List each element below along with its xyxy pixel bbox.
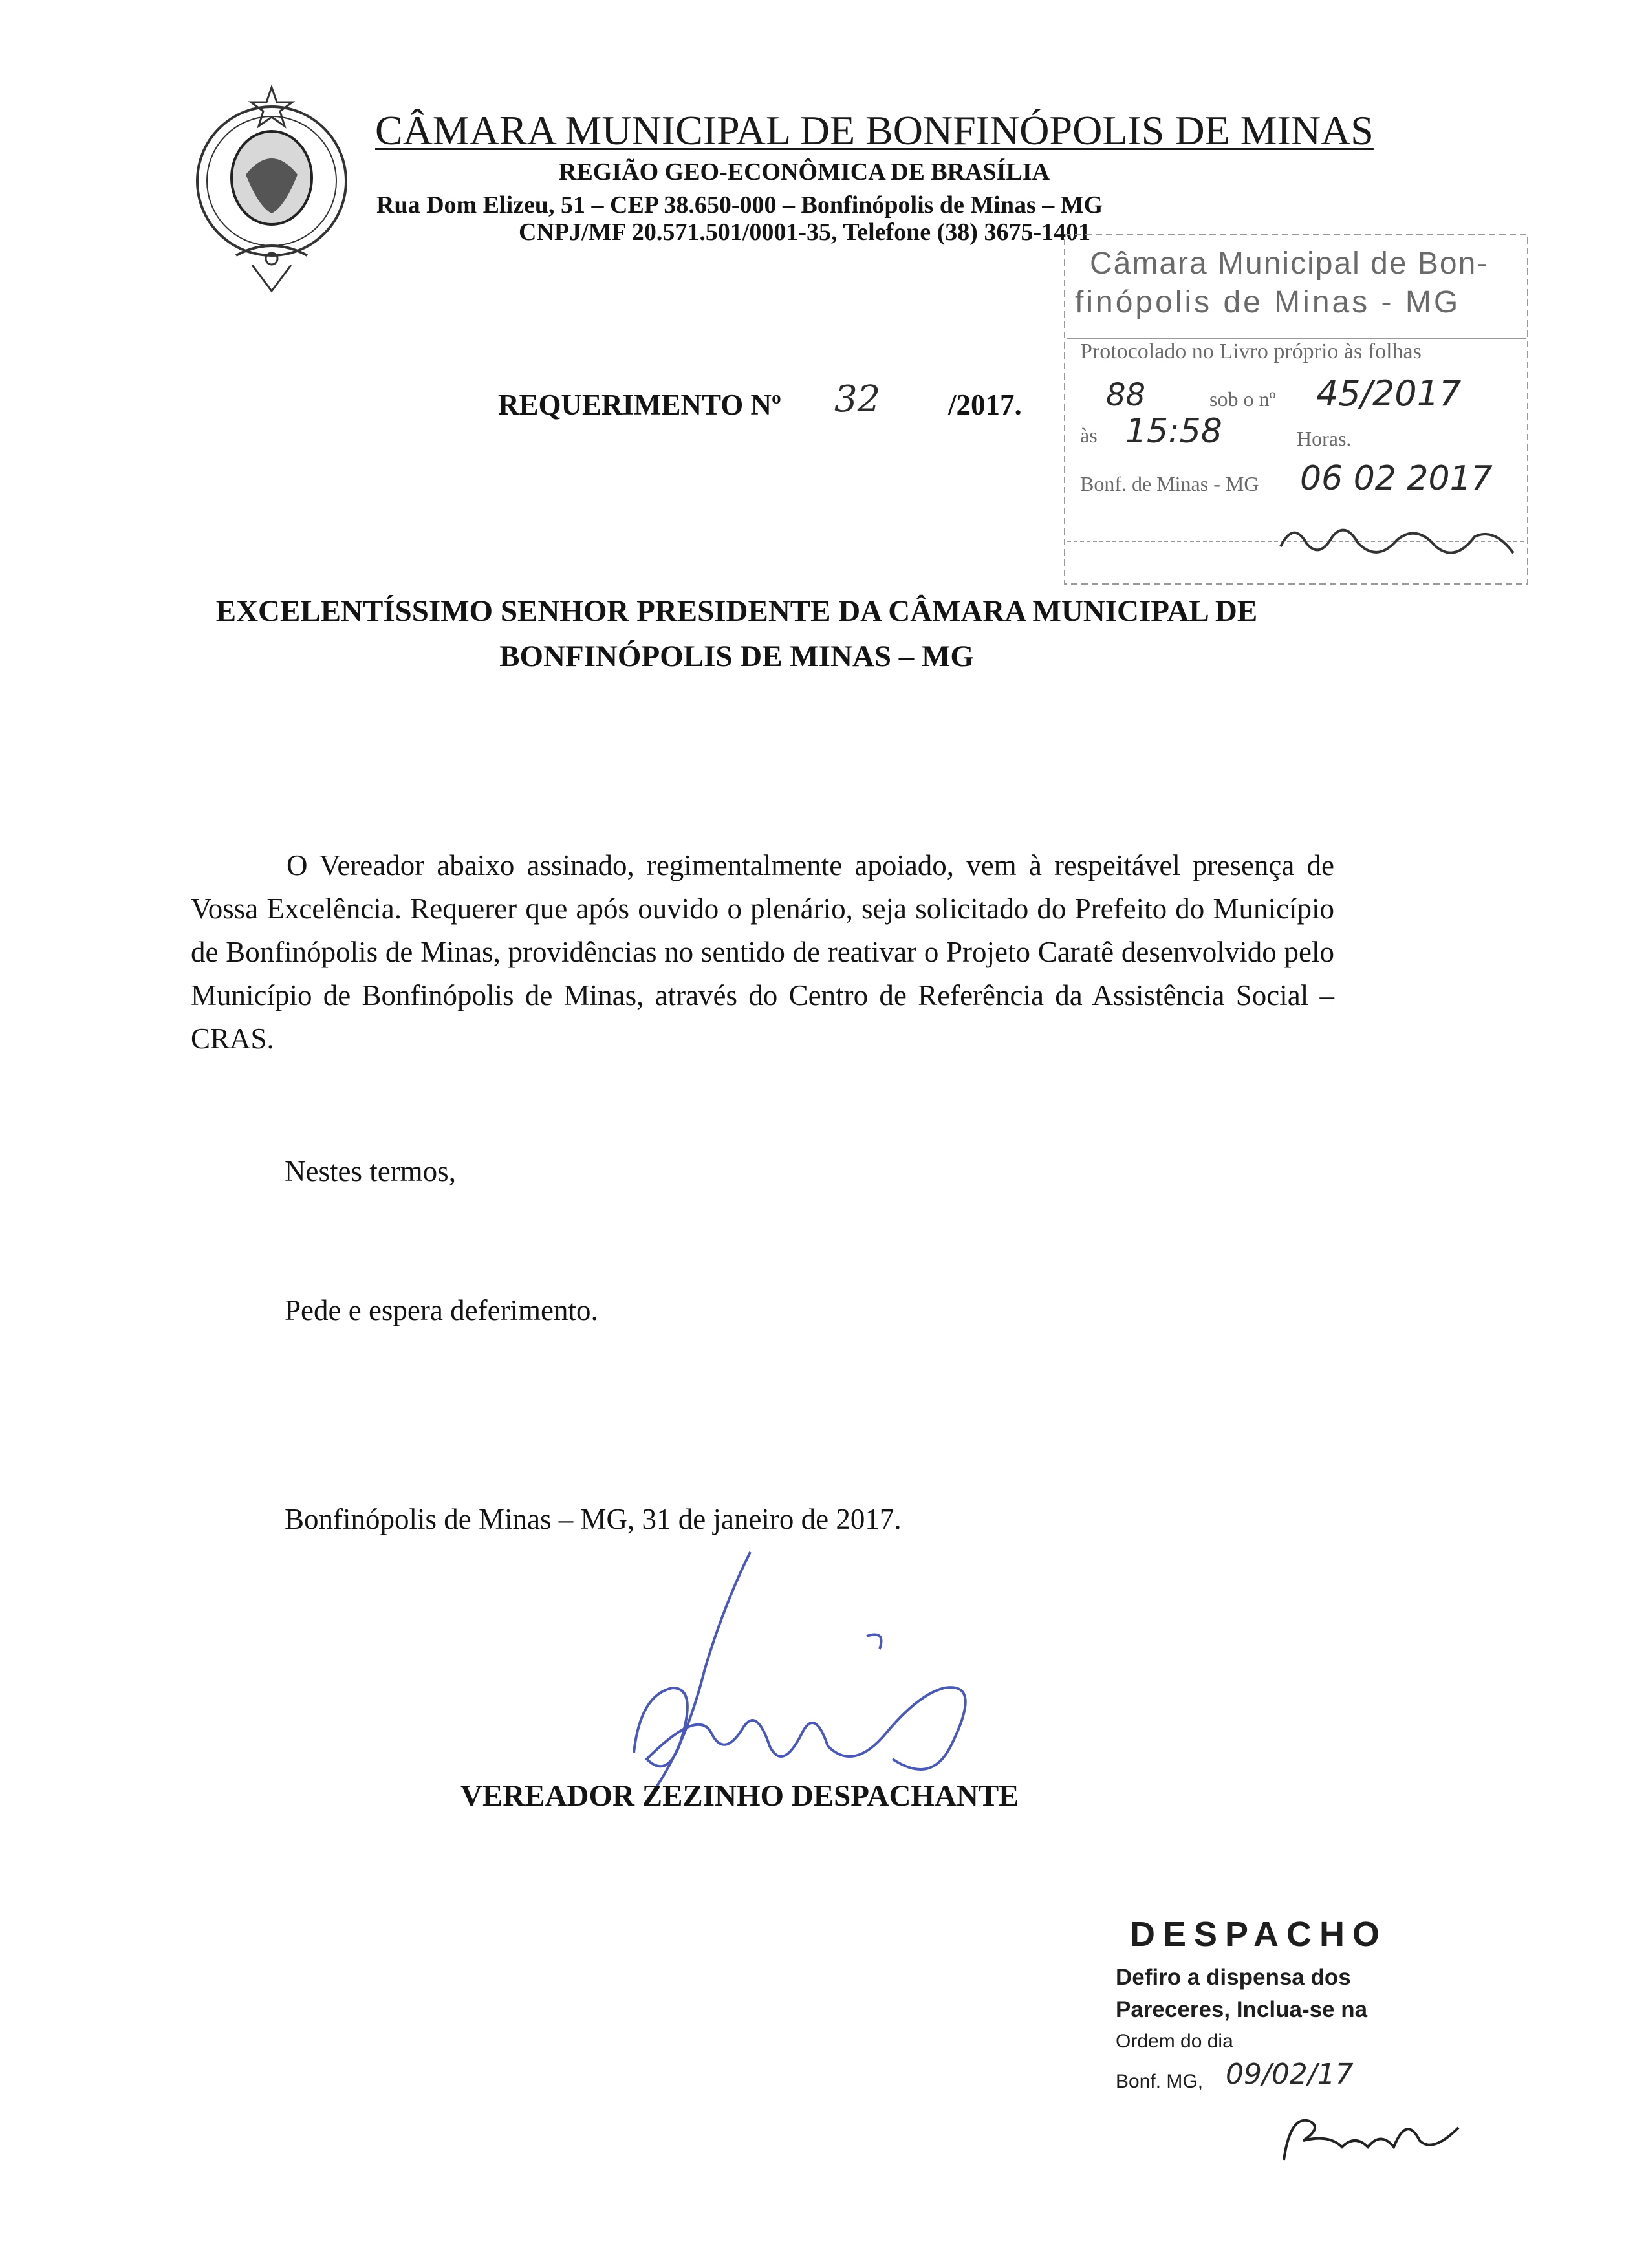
request-number: 32 [834, 378, 881, 420]
stamp-sob-label: sob o nº [1209, 387, 1276, 411]
closing-line-1: Nestes termos, [285, 1155, 456, 1187]
despacho-line-2: Pareceres, Inclua-se na [1116, 1997, 1368, 2022]
stamp-numero: 45/2017 [1316, 373, 1462, 414]
date-line: Bonfinópolis de Minas – MG, 31 de janeiro de 2017. [285, 1503, 902, 1535]
municipal-seal-icon [175, 84, 369, 297]
org-cnpj: CNPJ/MF 20.571.501/0001-35, Telefone (38) 3675-1401 [519, 219, 1091, 246]
stamp-folhas: 88 [1106, 377, 1146, 413]
protocol-stamp [1061, 230, 1533, 589]
signature-icon [582, 1539, 1035, 1817]
stamp-data: 06 02 2017 [1300, 459, 1493, 498]
org-address: Rua Dom Elizeu, 51 – CEP 38.650-000 – Bonfinópolis de Minas – MG [376, 191, 1103, 219]
despacho-title: DESPACHO [1130, 1915, 1388, 1954]
stamp-horas-label: Horas. [1297, 427, 1352, 450]
addressee-line-2: BONFINÓPOLIS DE MINAS – MG [499, 640, 974, 673]
stamp-initials-signature [1274, 508, 1520, 572]
signer-name: VEREADOR ZEZINHO DESPACHANTE [460, 1779, 1019, 1813]
request-title: REQUERIMENTO Nº [498, 389, 781, 421]
stamp-local-label: Bonf. de Minas - MG [1080, 472, 1259, 495]
stamp-as-label: às [1080, 424, 1098, 447]
stamp-hora: 15:58 [1125, 412, 1222, 451]
despacho-signature-icon [1264, 2102, 1471, 2166]
request-year: /2017. [948, 389, 1022, 421]
org-region: REGIÃO GEO-ECONÔMICA DE BRASÍLIA [559, 158, 1050, 186]
stamp-line-3: Protocolado no Livro próprio às folhas [1080, 340, 1422, 363]
stamp-line-2: finópolis de Minas - MG [1075, 285, 1461, 319]
addressee-line-1: EXCELENTÍSSIMO SENHOR PRESIDENTE DA CÂMARA MUNICIPAL DE [215, 594, 1258, 628]
body-paragraph: O Vereador abaixo assinado, regimentalmente apoiado, vem à respeitável presença de Vossa Excelência. Requerer que após ouvido o plenário, seja solicitado do Prefeito do Município de Bonfinópolis de Minas, providências no sentido de reativar o Projeto Caratê desenvolvido pelo Município de Bonfinópolis de Minas, através do Centro de Referência da Assistência Social – CRAS. [191, 849, 1334, 1055]
despacho-line-1: Defiro a dispensa dos [1116, 1965, 1351, 1990]
despacho-stamp [1116, 1908, 1478, 2166]
despacho-date-value: 09/02/17 [1226, 2058, 1354, 2091]
despacho-line-3: Ordem do dia [1116, 2031, 1233, 2052]
stamp-line-1: Câmara Municipal de Bon- [1090, 246, 1489, 281]
org-name: CÂMARA MUNICIPAL DE BONFINÓPOLIS DE MINAS [375, 107, 1374, 153]
closing-line-2: Pede e espera deferimento. [285, 1294, 598, 1326]
despacho-date-label: Bonf. MG, [1116, 2071, 1204, 2092]
